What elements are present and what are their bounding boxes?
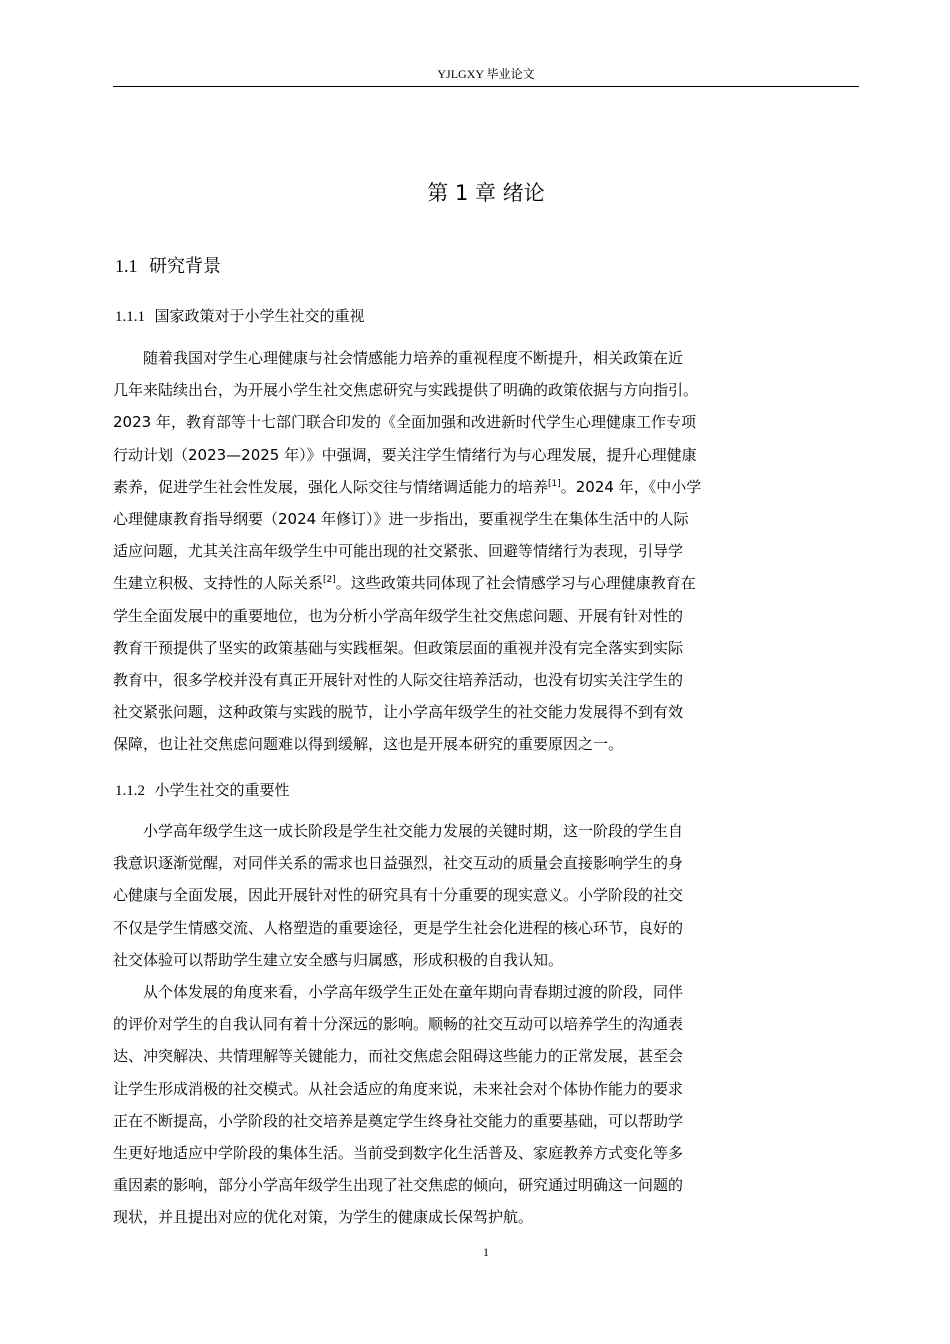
paragraph-line: 让学生形成消极的社交模式。从社会适应的角度来说，未来社会对个体协作能力的要求 — [113, 1079, 684, 1098]
paragraph-line: 社交体验可以帮助学生建立安全感与归属感，形成积极的自我认知。 — [113, 950, 564, 969]
chapter-title: 第 1 章 绪论 — [427, 181, 545, 205]
subsection-title: 国家政策对于小学生社交的重视 — [154, 307, 365, 325]
section-title: 研究背景 — [148, 256, 221, 277]
paragraph-line: 达、冲突解决、共情理解等关键能力，而社交焦虑会阻碍这些能力的正常发展，甚至会 — [113, 1047, 684, 1066]
paragraph-importance — [113, 815, 860, 976]
paragraph-line: 重因素的影响，部分小学高年级学生出现了社交焦虑的倾向，研究通过明确这一问题的 — [113, 1176, 684, 1195]
paragraph-line: 学生全面发展中的重要地位，也为分析小学高年级学生社交焦虑问题、开展有针对性的 — [113, 606, 684, 625]
paragraph-line: 随着我国对学生心理健康与社会情感能力培养的重视程度不断提升，相关政策在近 — [143, 349, 684, 367]
paragraph-line: 我意识逐渐觉醒，对同伴关系的需求也日益强烈，社交互动的质量会直接影响学生的身 — [113, 854, 684, 873]
paragraph-policy — [113, 342, 860, 761]
page-number: 1 — [483, 1245, 489, 1259]
running-header: YJLGXY 毕业论文 — [437, 67, 535, 81]
paragraph-line-text: 生建立积极、支持性的人际关系 — [113, 574, 324, 593]
subsection-number: 1.1.1 — [115, 309, 145, 325]
paragraph-line: 从个体发展的角度来看，小学高年级学生正处在童年期向青春期过渡的阶段，同伴 — [143, 983, 684, 1001]
paragraph-line: 社交紧张问题，这种政策与实践的脱节，让小学高年级学生的社交能力发展得不到有效 — [113, 703, 684, 722]
citation-2[interactable]: [2] — [323, 575, 336, 586]
paragraph-line: 心理健康教育指导纲要（2024 年修订）》进一步指出，要重视学生在集体生活中的人际 — [113, 510, 689, 529]
paragraph-line: 生更好地适应中学阶段的集体生活。当前受到数字化生活普及、家庭教养方式变化等多 — [113, 1144, 684, 1163]
subsection-number: 1.1.2 — [115, 783, 145, 799]
paragraph-line: 适应问题，尤其关注高年级学生中可能出现的社交紧张、回避等情绪行为表现，引导学 — [113, 542, 684, 561]
paragraph-line: 心健康与全面发展，因此开展针对性的研究具有十分重要的现实意义。小学阶段的社交 — [113, 886, 684, 905]
paragraph-line: 行动计划（2023—2025 年）》中强调，要关注学生情绪行为与心理发展，提升心理健康 — [113, 445, 697, 464]
paragraph-line: 现状，并且提出对应的优化对策，为学生的健康成长保驾护航。 — [113, 1208, 534, 1227]
paragraph-line: 几年来陆续出台，为开展小学生社交焦虑研究与实践提供了明确的政策依据与方向指引。 — [113, 381, 699, 400]
paragraph-line: 正在不断提高，小学阶段的社交培养是奠定学生终身社交能力的重要基础，可以帮助学 — [113, 1111, 684, 1130]
paragraph-line: 不仅是学生情感交流、人格塑造的重要途径，更是学生社会化进程的核心环节，良好的 — [113, 918, 684, 937]
subsection-title: 小学生社交的重要性 — [154, 781, 290, 799]
subsection-heading-1 — [115, 303, 365, 330]
paragraph-line: 教育中，很多学校并没有真正开展针对性的人际交往培养活动，也没有切实关注学生的 — [113, 671, 684, 690]
paragraph-line — [113, 567, 860, 599]
header-rule — [113, 86, 859, 87]
paragraph-line: 的评价对学生的自我认同有着十分深远的影响。顺畅的社交互动可以培养学生的沟通表 — [113, 1015, 684, 1034]
paragraph-line: 教育干预提供了坚实的政策基础与实践框架。但政策层面的重视并没有完全落实到实际 — [113, 638, 684, 657]
paragraph-line: 2023 年，教育部等十七部门联合印发的《全面加强和改进新时代学生心理健康工作专项 — [113, 413, 696, 432]
paragraph-line: 小学高年级学生这一成长阶段是学生社交能力发展的关键时期，这一阶段的学生自 — [143, 822, 684, 840]
subsection-heading-2 — [115, 777, 290, 804]
section-heading — [115, 251, 221, 282]
paragraph-line-text: 。2024 年，《中小学 — [560, 477, 702, 496]
paragraph-line — [113, 471, 860, 503]
paragraph-line-text: 素养，促进学生社会性发展，强化人际交往与情绪调适能力的培养 — [113, 477, 549, 496]
paragraph-line-text: 。这些政策共同体现了社会情感学习与心理健康教育在 — [335, 574, 696, 593]
paragraph-development — [113, 976, 860, 1234]
paragraph-line: 保障，也让社交焦虑问题难以得到缓解，这也是开展本研究的重要原因之一。 — [113, 735, 624, 754]
citation-1[interactable]: [1] — [548, 478, 561, 489]
section-number: 1.1 — [115, 256, 138, 276]
